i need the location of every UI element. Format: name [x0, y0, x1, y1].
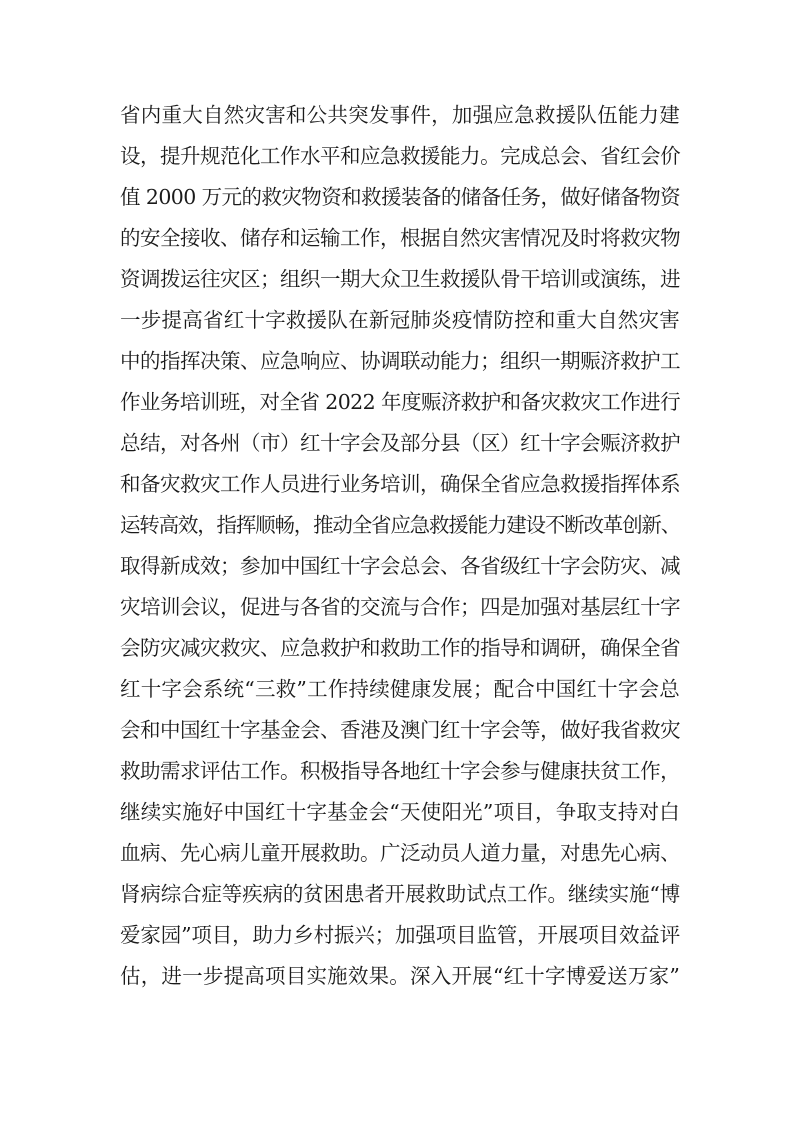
body-text-line: 和备灾救灾工作人员进行业务培训，确保全省应急救援指挥体系 — [120, 472, 680, 496]
body-text-line: 设，提升规范化工作水平和应急救援能力。完成总会、省红会价 — [120, 144, 680, 168]
body-text-line: 爱家园”项目，助力乡村振兴；加强项目监管，开展项目效益评 — [120, 923, 680, 947]
body-text-line: 灾培训会议，促进与各省的交流与合作；四是加强对基层红十字 — [120, 595, 680, 619]
body-text-line: 救助需求评估工作。积极指导各地红十字会参与健康扶贫工作， — [120, 759, 680, 783]
body-text-line: 运转高效，指挥顺畅，推动全省应急救援能力建设不断改革创新、 — [120, 513, 680, 537]
body-text-line: 会和中国红十字基金会、香港及澳门红十字会等，做好我省救灾 — [120, 718, 680, 742]
body-text-line: 资调拨运往灾区；组织一期大众卫生救援队骨干培训或演练，进 — [120, 267, 680, 291]
body-text-line: 继续实施好中国红十字基金会“天使阳光”项目，争取支持对白 — [120, 800, 680, 824]
body-text-line: 总结，对各州（市）红十字会及部分县（区）红十字会赈济救护 — [120, 431, 680, 455]
body-text-line: 会防灾减灾救灾、应急救护和救助工作的指导和调研，确保全省 — [120, 636, 680, 660]
body-text-line: 的安全接收、储存和运输工作，根据自然灾害情况及时将救灾物 — [120, 226, 680, 250]
body-text-line: 红十字会系统“三救”工作持续健康发展；配合中国红十字会总 — [120, 677, 680, 701]
body-text-line: 估，进一步提高项目实施效果。深入开展“红十字博爱送万家” — [120, 964, 680, 988]
body-text-line: 取得新成效；参加中国红十字会总会、各省级红十字会防灾、减 — [120, 554, 680, 578]
body-text-line: 作业务培训班，对全省 2022 年度赈济救护和备灾救灾工作进行 — [120, 390, 680, 414]
body-text-line: 血病、先心病儿童开展救助。广泛动员人道力量，对患先心病、 — [120, 841, 680, 865]
body-text-line: 省内重大自然灾害和公共突发事件，加强应急救援队伍能力建 — [120, 103, 680, 127]
body-text-line: 中的指挥决策、应急响应、协调联动能力；组织一期赈济救护工 — [120, 349, 680, 373]
body-text-line: 值 2000 万元的救灾物资和救援装备的储备任务，做好储备物资 — [120, 185, 680, 209]
body-text-line: 一步提高省红十字救援队在新冠肺炎疫情防控和重大自然灾害 — [120, 308, 680, 332]
body-text-line: 肾病综合症等疾病的贫困患者开展救助试点工作。继续实施“博 — [120, 882, 680, 906]
